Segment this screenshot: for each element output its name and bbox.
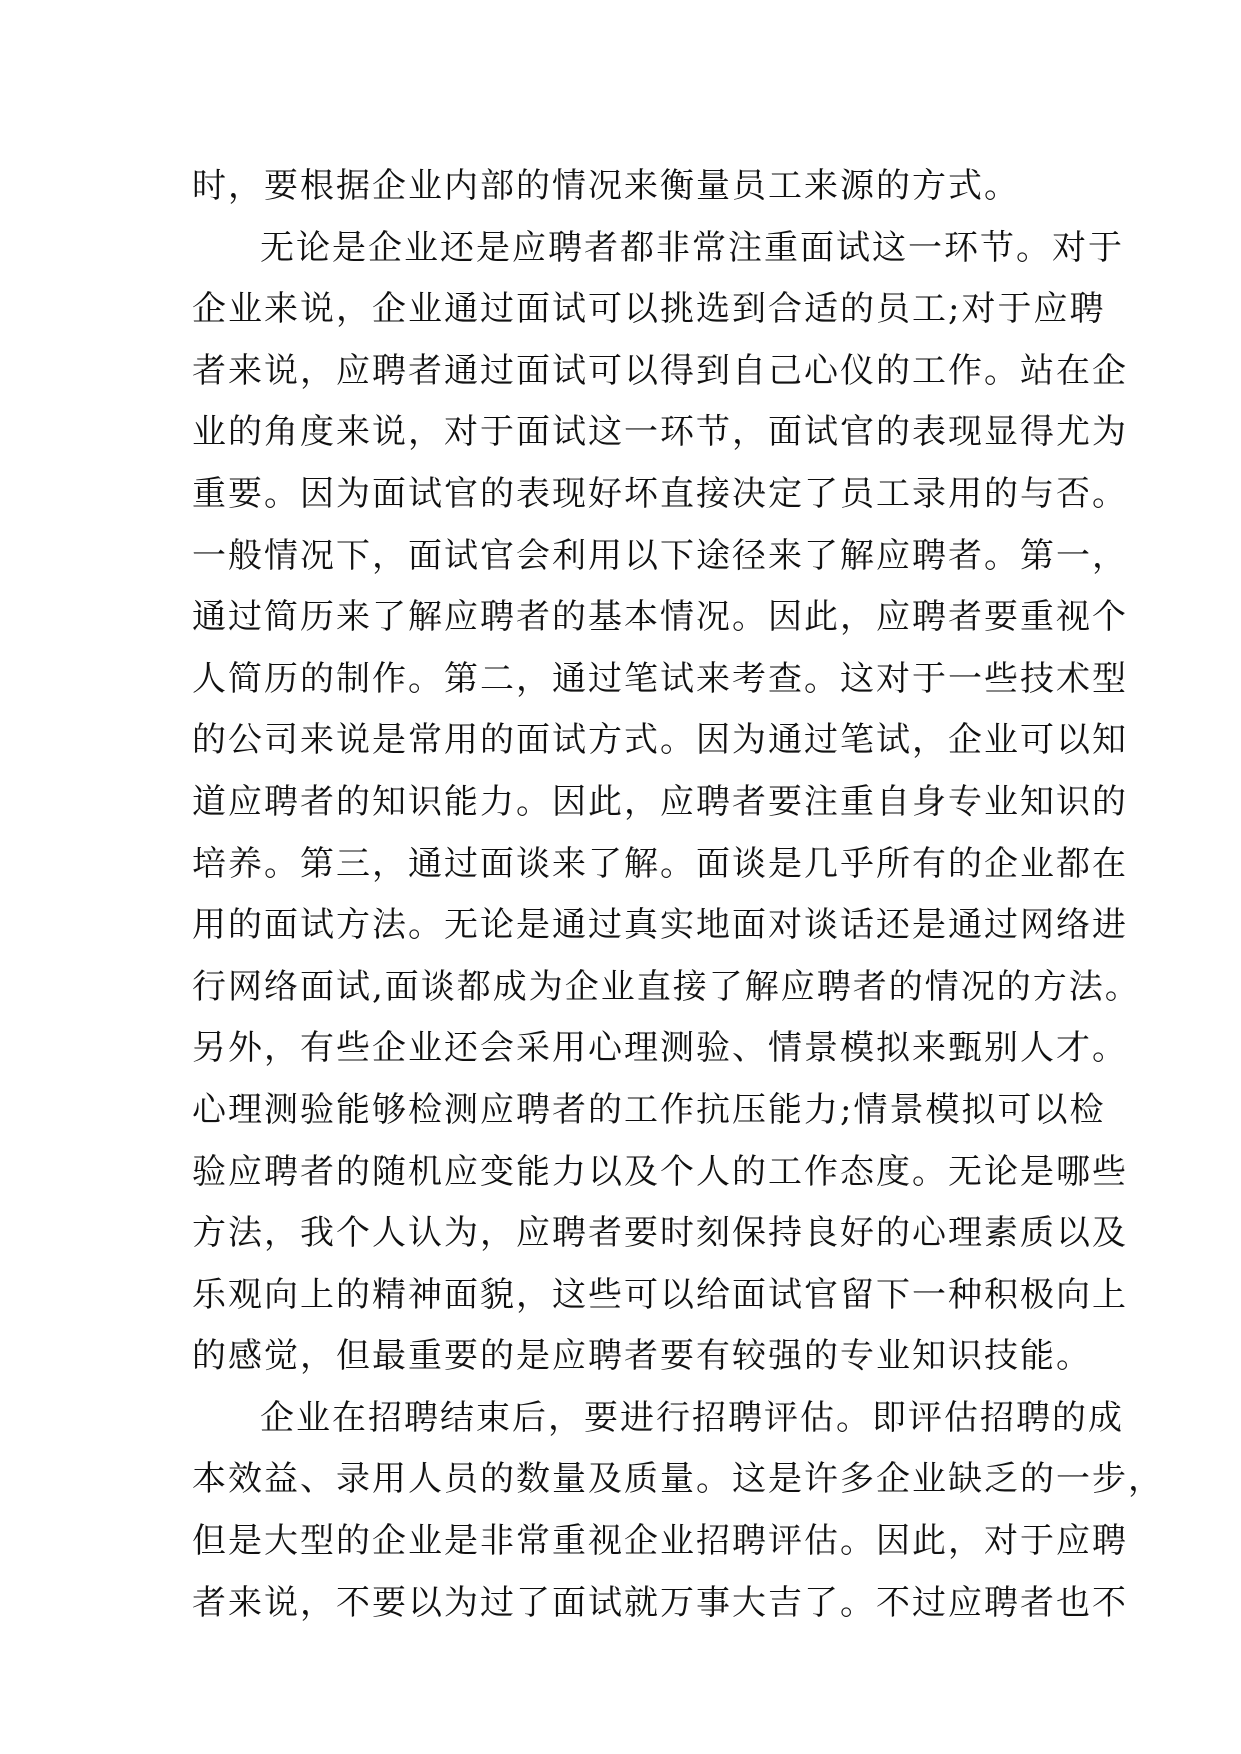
paragraph-start-line: 企业在招聘结束后，要进行招聘评估。即评估招聘的成 bbox=[260, 1397, 1124, 1438]
text-line: 心理测验能够检测应聘者的工作抗压能力;情景模拟可以检 bbox=[192, 1089, 1106, 1130]
text-line: 行网络面试,面谈都成为企业直接了解应聘者的情况的方法。 bbox=[192, 966, 1141, 1007]
text-line: 培养。第三，通过面谈来了解。面谈是几乎所有的企业都在 bbox=[192, 843, 1128, 884]
text-line: 的感觉，但最重要的是应聘者要有较强的专业知识技能。 bbox=[192, 1336, 1092, 1377]
text-line: 但是大型的企业是非常重视企业招聘评估。因此，对于应聘 bbox=[192, 1521, 1128, 1562]
text-line: 时，要根据企业内部的情况来衡量员工来源的方式。 bbox=[192, 166, 1020, 206]
text-line: 的公司来说是常用的面试方式。因为通过笔试，企业可以知 bbox=[192, 720, 1128, 761]
text-line: 另外，有些企业还会采用心理测验、情景模拟来甄别人才。 bbox=[192, 1028, 1128, 1069]
text-line: 本效益、录用人员的数量及质量。这是许多企业缺乏的一步， bbox=[192, 1459, 1164, 1500]
text-line: 业的角度来说，对于面试这一环节，面试官的表现显得尤为 bbox=[192, 412, 1128, 453]
text-line: 者来说，应聘者通过面试可以得到自己心仪的工作。站在企 bbox=[192, 350, 1128, 391]
text-line: 乐观向上的精神面貌，这些可以给面试官留下一种积极向上 bbox=[192, 1274, 1128, 1315]
text-line: 一般情况下，面试官会利用以下途径来了解应聘者。第一， bbox=[192, 535, 1128, 576]
text-line: 用的面试方法。无论是通过真实地面对谈话还是通过网络进 bbox=[192, 905, 1128, 946]
body-text bbox=[192, 156, 1164, 1634]
paragraph-start-line: 无论是企业还是应聘者都非常注重面试这一环节。对于 bbox=[260, 227, 1124, 268]
text-line: 人简历的制作。第二，通过笔试来考查。这对于一些技术型 bbox=[192, 658, 1128, 699]
text-line: 方法，我个人认为，应聘者要时刻保持良好的心理素质以及 bbox=[192, 1213, 1128, 1254]
text-line: 通过简历来了解应聘者的基本情况。因此，应聘者要重视个 bbox=[192, 597, 1128, 638]
text-line: 企业来说，企业通过面试可以挑选到合适的员工;对于应聘 bbox=[192, 289, 1106, 330]
text-line: 者来说，不要以为过了面试就万事大吉了。不过应聘者也不 bbox=[192, 1582, 1128, 1623]
text-line: 道应聘者的知识能力。因此，应聘者要注重自身专业知识的 bbox=[192, 781, 1128, 822]
text-line: 验应聘者的随机应变能力以及个人的工作态度。无论是哪些 bbox=[192, 1151, 1128, 1192]
text-line: 重要。因为面试官的表现好坏直接决定了员工录用的与否。 bbox=[192, 473, 1128, 514]
